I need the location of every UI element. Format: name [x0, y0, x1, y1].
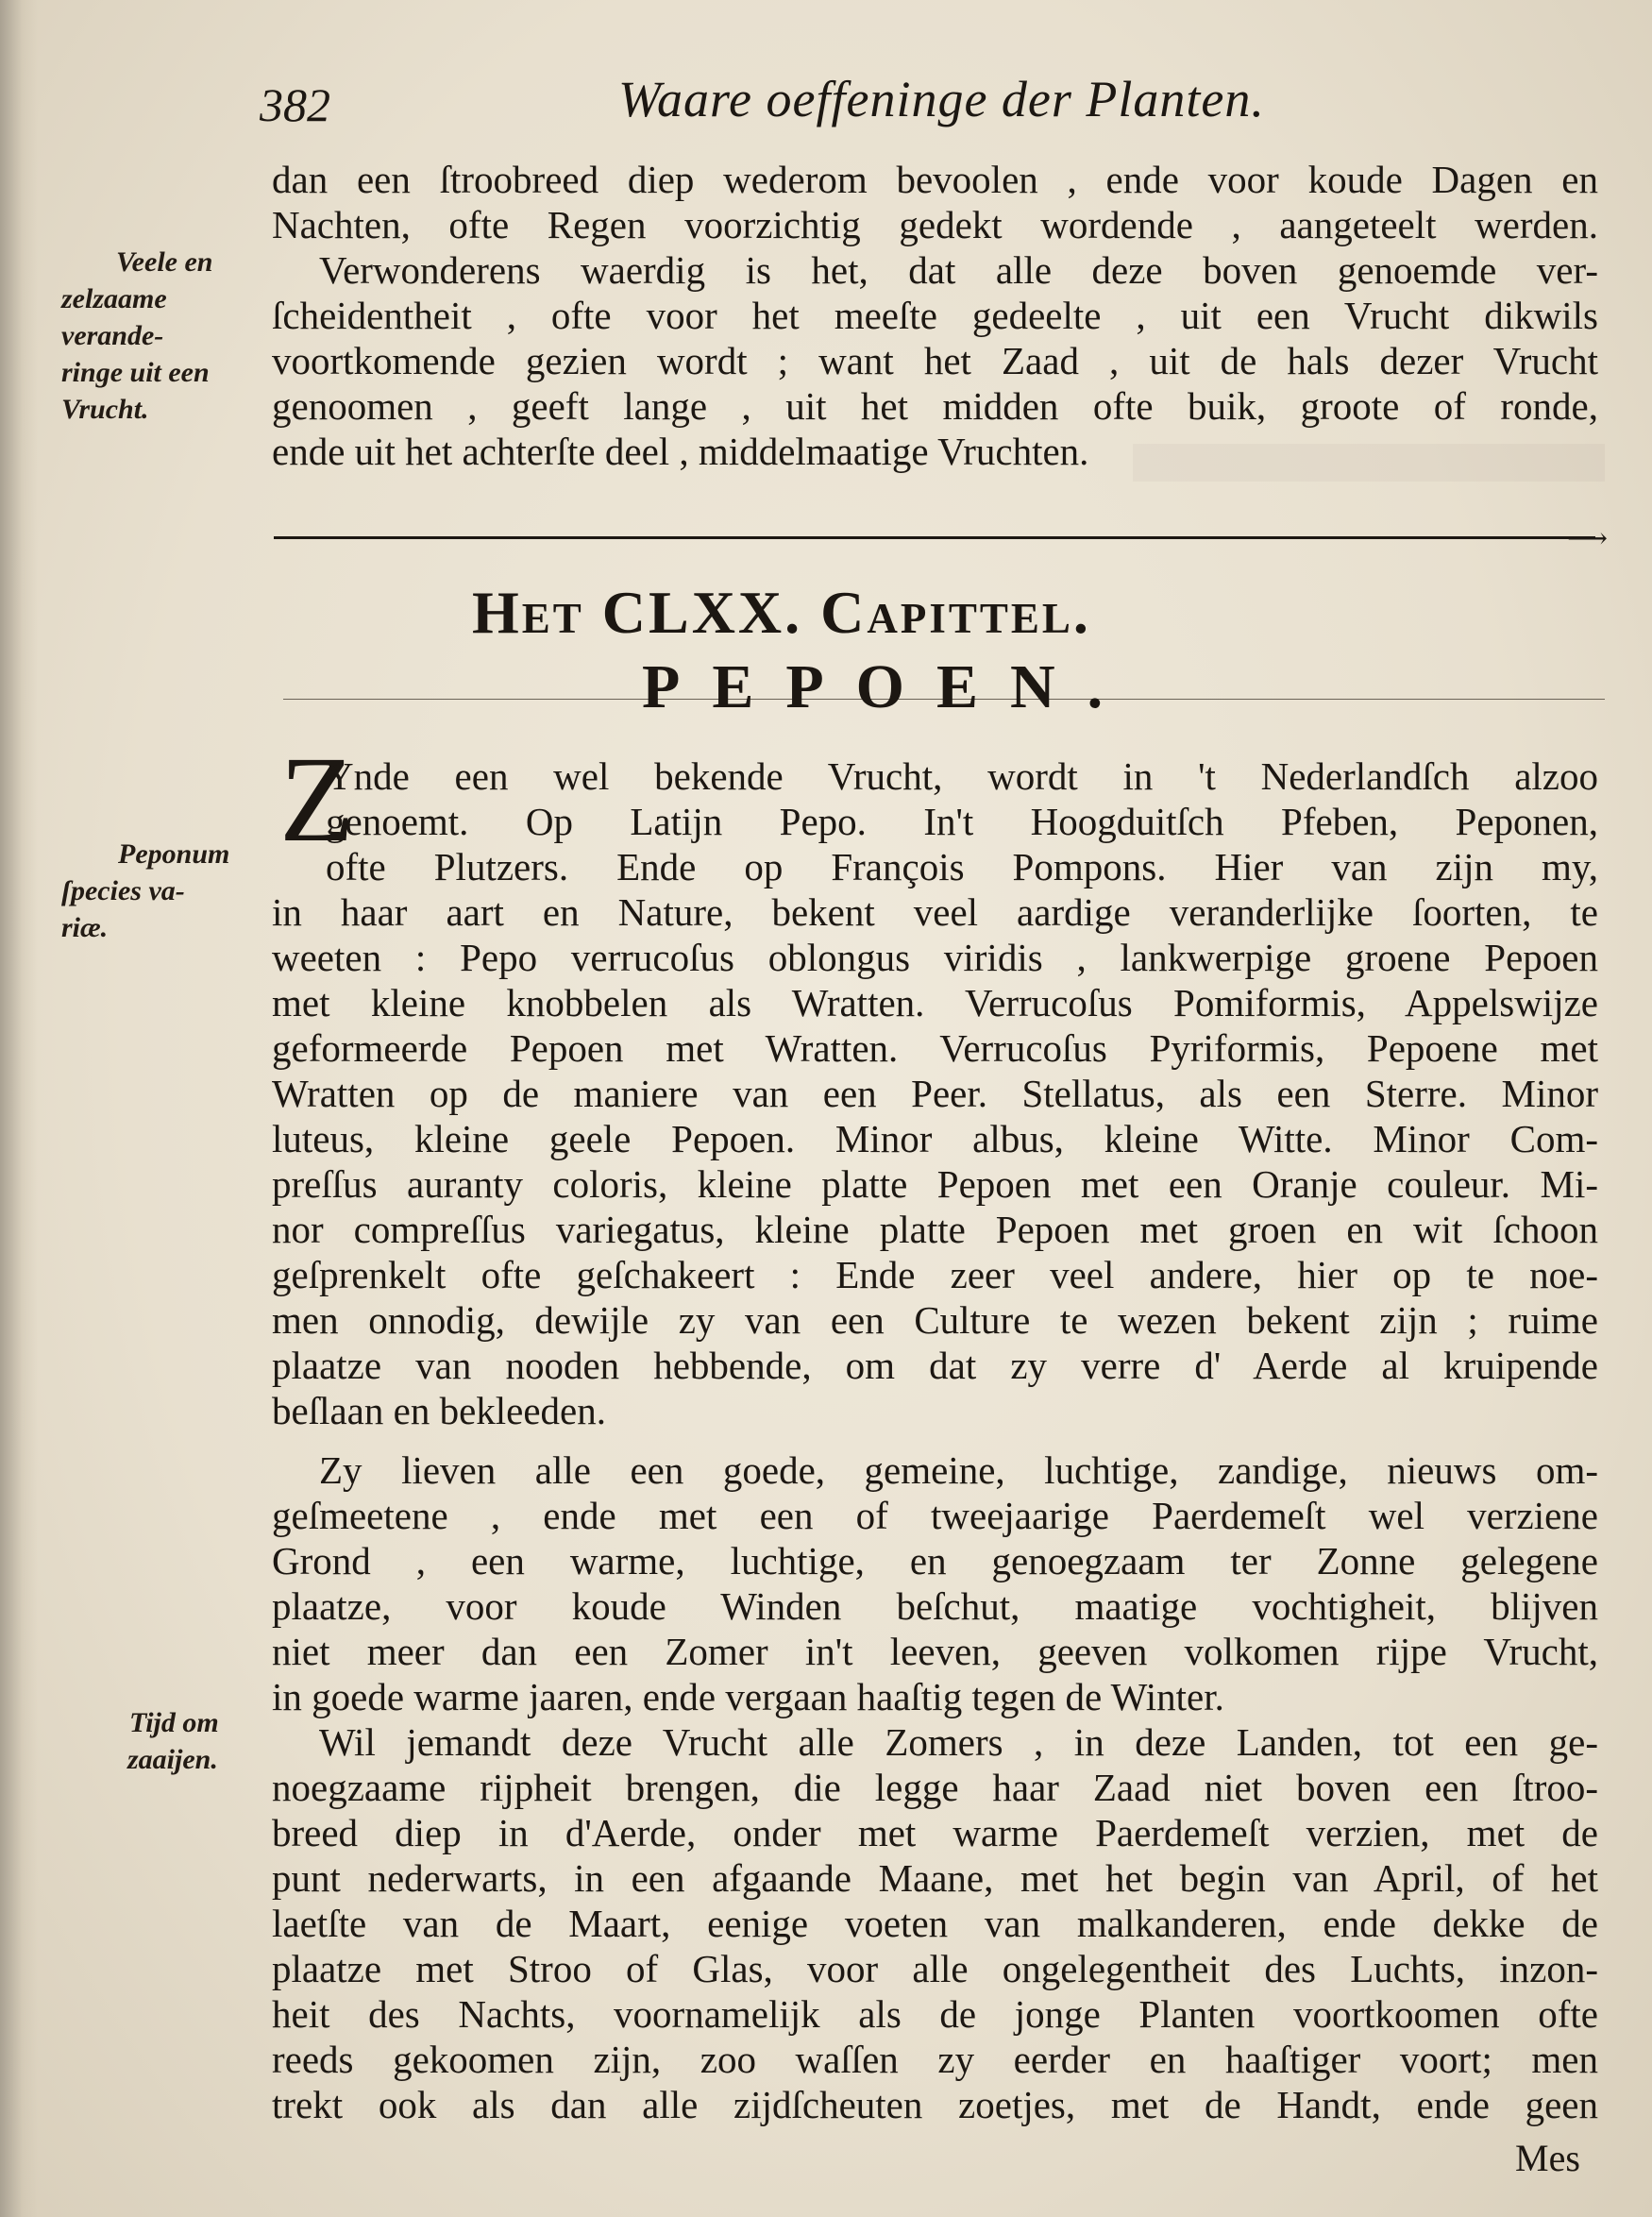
text-line: genoomen , geeft lange , uit het midden ofte buik, groote of ronde,: [272, 384, 1598, 428]
text-line: Grond , een warme, luchtige, en genoegzaam ter Zonne gelegene: [272, 1539, 1598, 1582]
text-line: beſlaan en bekleeden.: [272, 1389, 607, 1432]
text-line: nor compreſſus variegatus, kleine platte Pepoen met groen en wit ſchoon: [272, 1208, 1598, 1251]
text-line: in goede warme jaaren, ende vergaan haaſtig tegen de Winter.: [272, 1675, 1224, 1718]
text-line: breed diep in d'Aerde, onder met warme Paerdemeſt verzien, met de: [272, 1811, 1598, 1854]
text-line: geſmeetene , ende met een of tweejaarige Paerdemeſt wel verziene: [272, 1494, 1598, 1537]
text-line: ſcheidentheit , ofte voor het meeſte gedeelte , uit een Vrucht dikwils: [272, 294, 1598, 337]
chapter-heading: Het CLXX. Capittel.: [472, 579, 1091, 646]
text-line: weeten : Pepo verrucoſus oblongus viridis , lankwerpige groene Pepoen: [272, 936, 1598, 979]
text-line: noegzaame rijpheit brengen, die legge haar Zaad niet boven een ſtroo-: [272, 1766, 1598, 1809]
text-line: genoemt. Op Latijn Pepo. In't Hoogduitſch Pfeben, Peponen,: [326, 800, 1598, 843]
margin-note-line: verande-: [61, 320, 164, 351]
horizontal-rule: [274, 536, 1595, 539]
text-line: plaatze, voor koude Winden beſchut, maatige vochtigheit, blijven: [272, 1584, 1598, 1628]
text-line: Ynde een wel bekende Vrucht, wordt in 't Nederlandſch alzoo: [326, 754, 1598, 798]
text-line: luteus, kleine geele Pepoen. Minor albus, kleine Witte. Minor Com-: [272, 1117, 1598, 1160]
text-line: ofte Plutzers. Ende op François Pompons. Hier van zijn my,: [326, 845, 1598, 888]
catchword: Mes: [1515, 2137, 1580, 2179]
margin-note-variations: [61, 244, 264, 428]
text-line: men onnodig, dewijle zy van een Culture te wezen bekent zijn ; ruime: [272, 1298, 1598, 1342]
margin-note-line: zelzaame: [61, 283, 167, 314]
margin-note-line: zaaijen.: [127, 1744, 218, 1775]
text-line: punt nederwarts, in een afgaande Maane, met het begin van April, of het: [272, 1856, 1598, 1900]
drop-cap: Z: [279, 732, 355, 868]
text-line: voortkomende gezien wordt ; want het Zaad , uit de hals dezer Vrucht: [272, 339, 1598, 382]
page-number: 382: [260, 78, 330, 131]
text-line: Nachten, ofte Regen voorzichtig gedekt wordende , aangeteelt werden.: [272, 203, 1598, 246]
margin-note-line: Peponum: [118, 838, 230, 870]
chapter-title: PEPOEN.: [642, 652, 1136, 721]
text-line: geformeerde Pepoen met Wratten. Verrucoſus Pyriformis, Pepoene met: [272, 1026, 1598, 1070]
text-line: heit des Nachts, voornamelijk als de jonge Planten voortkoomen ofte: [272, 1992, 1598, 2036]
running-title: Waare oeffeninge der Planten.: [618, 71, 1265, 127]
text-line: met kleine knobbelen als Wratten. Verrucoſus Pomiformis, Appelswijze: [272, 981, 1598, 1024]
margin-note-line: ringe uit een: [61, 357, 210, 388]
text-line: plaatze met Stroo of Glas, voor alle ongelegentheit des Luchts, inzon-: [272, 1947, 1598, 1990]
text-line: in haar aart en Nature, bekent veel aardige veranderlijke ſoorten, te: [272, 890, 1598, 934]
text-line: trekt ook als dan alle zijdſcheuten zoetjes, met de Handt, ende geen: [272, 2083, 1598, 2126]
margin-note-line: ſpecies va-: [61, 875, 185, 906]
text-line: Verwonderens waerdig is het, dat alle deze boven genoemde ver-: [319, 248, 1598, 292]
text-line: Wil jemandt deze Vrucht alle Zomers , in deze Landen, tot een ge-: [319, 1720, 1598, 1764]
margin-note-line: Veele en: [116, 246, 213, 278]
margin-note-sowing-time: [61, 1704, 264, 1778]
text-line: ende uit het achterſte deel , middelmaatige Vruchten.: [272, 430, 1089, 473]
text-line: dan een ſtroobreed diep wederom bevoolen , ende voor koude Dagen en: [272, 158, 1598, 201]
margin-note-line: riæ.: [61, 912, 109, 943]
text-line: Wratten op de maniere van een Peer. Stellatus, als een Sterre. Minor: [272, 1072, 1598, 1115]
page-header: [260, 59, 1600, 144]
text-line: reeds gekoomen zijn, zoo waſſen zy eerder en haaſtiger voort; men: [272, 2038, 1598, 2081]
text-line: niet meer dan een Zomer in't leeven, geeven volkomen rijpe Vrucht,: [272, 1630, 1598, 1673]
margin-note-line: Vrucht.: [61, 394, 149, 425]
text-line: plaatze van nooden hebbende, om dat zy verre d' Aerde al kruipende: [272, 1344, 1598, 1387]
text-line: geſprenkelt ofte geſchakeert : Ende zeer veel andere, hier op te noe-: [272, 1253, 1598, 1296]
margin-note-species: [61, 836, 264, 946]
rule-arrow-icon: ⟶: [1567, 522, 1609, 555]
gutter-shadow: [0, 0, 38, 2217]
margin-note-line: Tijd om: [129, 1707, 219, 1738]
text-line: laetſte van de Maart, eenige voeten van malkanderen, ende dekke de: [272, 1902, 1598, 1945]
text-line: Zy lieven alle een goede, gemeine, luchtige, zandige, nieuws om-: [319, 1448, 1598, 1492]
text-line: preſſus auranty coloris, kleine platte Pepoen met een Oranje couleur. Mi-: [272, 1162, 1598, 1206]
